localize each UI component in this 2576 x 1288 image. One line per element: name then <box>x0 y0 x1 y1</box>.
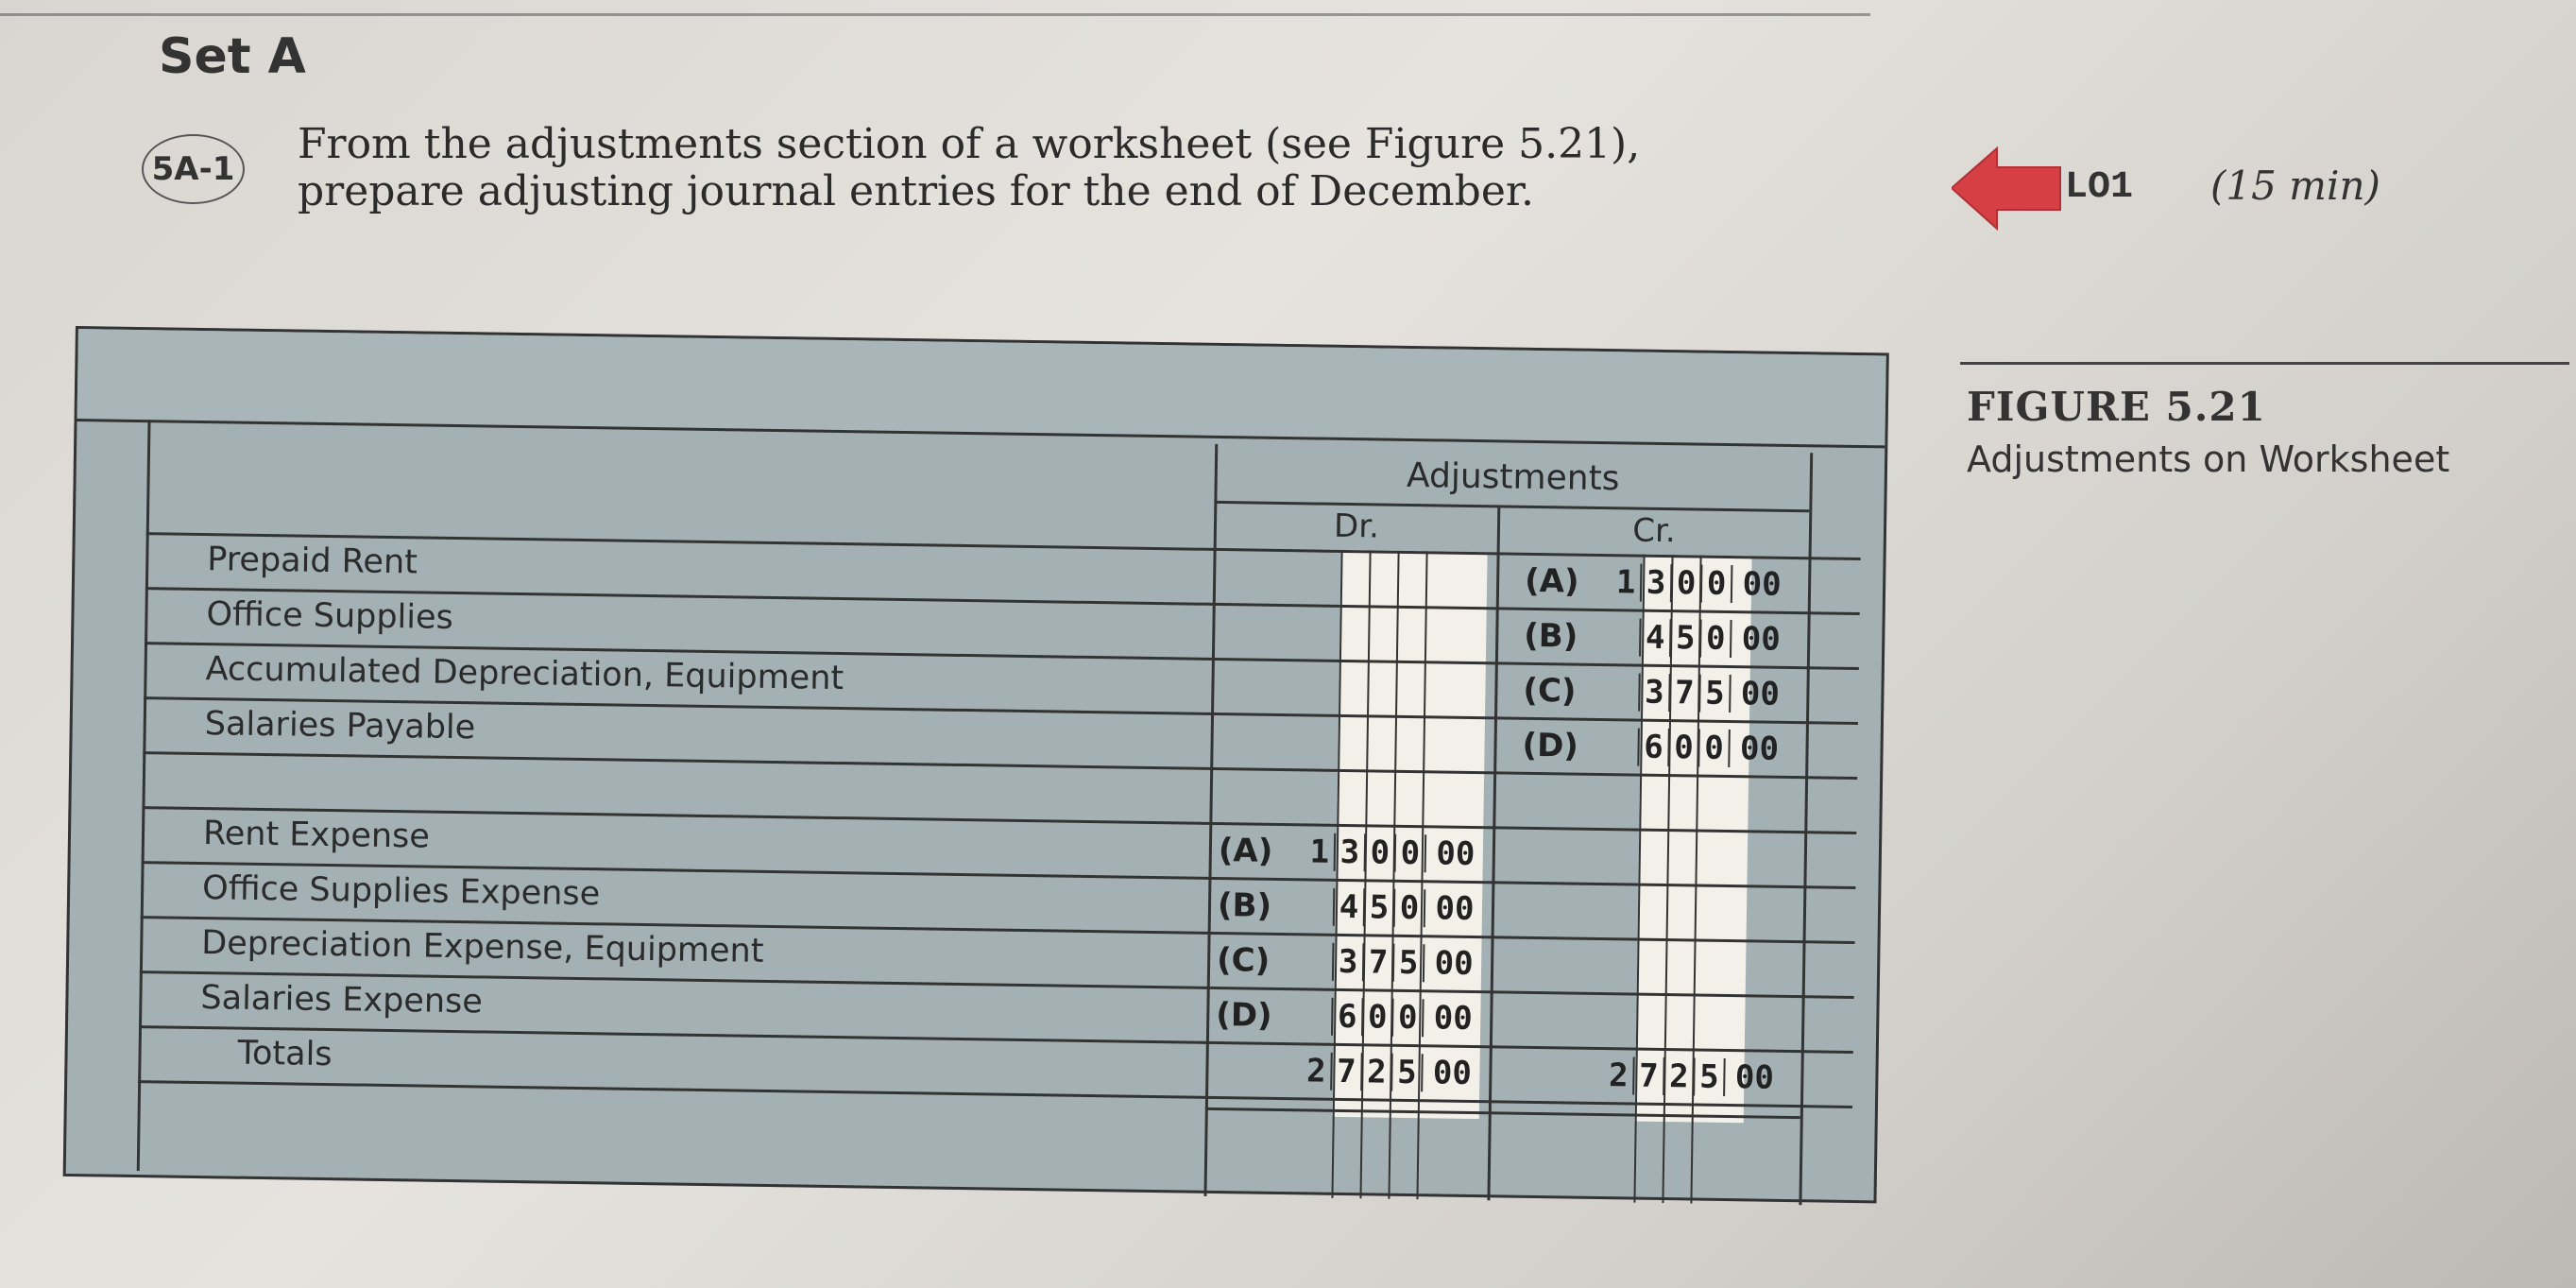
amount-digits <box>1304 942 1484 983</box>
problem-number: 5A-1 <box>142 134 245 204</box>
dr-entry-c <box>1217 936 1484 988</box>
top-rule <box>0 13 1870 16</box>
arrow-left-icon <box>1952 144 2065 233</box>
worksheet-figure <box>62 326 1888 1222</box>
cents: 00 <box>1433 999 1474 1039</box>
amount-digits <box>1609 728 1789 768</box>
amount-digits <box>1302 1052 1482 1092</box>
digit: 5 <box>1394 944 1425 982</box>
cents: 00 <box>1741 620 1782 659</box>
account-office-supplies-expense: Office Supplies Expense <box>201 869 601 914</box>
cents: 00 <box>1734 1058 1775 1097</box>
entry-tag: (C) <box>1216 940 1271 980</box>
cr-entry-c <box>1523 666 1790 719</box>
digit: 3 <box>1642 564 1673 602</box>
cents: 00 <box>1432 1054 1473 1093</box>
dr-entry-a <box>1219 826 1486 879</box>
digit: 5 <box>1671 619 1702 657</box>
amount-digits <box>1612 563 1792 604</box>
amount-digits <box>1611 618 1791 659</box>
digit: 3 <box>1640 674 1671 712</box>
dr-total <box>1302 1046 1482 1098</box>
entry-tag: (D) <box>1216 995 1272 1035</box>
digit: 6 <box>1639 729 1670 766</box>
account-salaries-payable: Salaries Payable <box>204 705 476 747</box>
account-prepaid-rent: Prepaid Rent <box>207 541 418 582</box>
digit: 5 <box>1392 1054 1424 1091</box>
cr-total <box>1604 1051 1784 1103</box>
cents: 00 <box>1742 565 1782 604</box>
digit: 7 <box>1670 674 1701 712</box>
account-depreciation-expense: Depreciation Expense, Equipment <box>201 924 764 970</box>
account-accumulated-depreciation: Accumulated Depreciation, Equipment <box>205 650 844 698</box>
digit: 7 <box>1364 943 1395 981</box>
entry-tag: (C) <box>1523 671 1577 711</box>
digit: 4 <box>1335 888 1366 926</box>
digit: 2 <box>1664 1057 1696 1095</box>
totals-label: Totals <box>237 1034 333 1074</box>
set-title: Set A <box>159 28 306 85</box>
cents: 00 <box>1436 834 1476 874</box>
digit <box>1304 942 1335 980</box>
digit: 5 <box>1700 675 1732 713</box>
dr-column-label: Dr. <box>1333 507 1380 546</box>
cr-entry-b <box>1524 611 1791 664</box>
digit: 0 <box>1395 889 1426 927</box>
cents: 00 <box>1739 730 1780 768</box>
digit: 2 <box>1604 1056 1635 1094</box>
cents: 00 <box>1740 675 1781 713</box>
digit: 7 <box>1634 1057 1665 1095</box>
figure-title: FIGURE 5.21 <box>1967 384 2266 430</box>
amount-digits <box>1604 1056 1784 1097</box>
amount-digits <box>1305 833 1486 873</box>
learning-objective: LO1 <box>2065 166 2134 209</box>
figure-caption: Adjustments on Worksheet <box>1967 438 2450 480</box>
digit: 6 <box>1333 998 1364 1036</box>
digit <box>1609 728 1640 765</box>
dr-entry-d <box>1216 990 1483 1043</box>
account-salaries-expense: Salaries Expense <box>200 979 484 1022</box>
digit: 5 <box>1695 1058 1726 1096</box>
cents: 00 <box>1435 889 1475 929</box>
digit: 5 <box>1365 888 1396 926</box>
dr-entry-b <box>1218 881 1485 934</box>
time-estimate: (15 min) <box>2210 163 2380 209</box>
digit: 7 <box>1332 1053 1363 1091</box>
cr-column-label: Cr. <box>1631 511 1676 551</box>
entry-tag: (A) <box>1524 561 1579 601</box>
cr-entry-a <box>1525 557 1792 610</box>
amount-digits <box>1305 887 1485 928</box>
digit: 2 <box>1302 1052 1333 1090</box>
worksheet <box>63 326 1889 1203</box>
digit: 2 <box>1362 1053 1393 1091</box>
digit: 1 <box>1612 563 1643 601</box>
adjustments-header: Adjustments <box>1216 444 1810 512</box>
digit: 3 <box>1336 833 1367 871</box>
cr-entry-d <box>1522 721 1789 774</box>
cents: 00 <box>1434 944 1474 984</box>
digit: 1 <box>1305 833 1337 870</box>
digit: 0 <box>1702 565 1733 603</box>
problem-text: From the adjustments section of a worksheet (see Figure 5.21), prepare adjusting journal entries for the end of December. <box>298 120 1641 216</box>
digit: 0 <box>1393 999 1424 1037</box>
account-rent-expense: Rent Expense <box>202 815 431 856</box>
digit <box>1610 673 1641 711</box>
digit: 0 <box>1363 998 1394 1036</box>
digit: 4 <box>1641 619 1672 657</box>
digit: 0 <box>1701 620 1732 658</box>
entry-tag: (B) <box>1524 616 1578 656</box>
figure-rule <box>1960 362 2569 365</box>
digit: 3 <box>1334 943 1365 981</box>
account-office-supplies: Office Supplies <box>206 595 454 637</box>
digit: 0 <box>1366 833 1397 871</box>
digit: 0 <box>1669 729 1700 766</box>
entry-tag: (A) <box>1218 832 1273 870</box>
digit <box>1611 618 1642 656</box>
entry-tag: (D) <box>1522 726 1579 765</box>
amount-digits <box>1303 997 1483 1038</box>
digit <box>1303 997 1334 1035</box>
amount-digits <box>1610 673 1790 713</box>
digit <box>1305 887 1336 925</box>
digit: 0 <box>1396 834 1427 872</box>
digit: 0 <box>1672 564 1703 602</box>
entry-tag: (B) <box>1217 886 1272 925</box>
digit: 0 <box>1699 730 1731 767</box>
